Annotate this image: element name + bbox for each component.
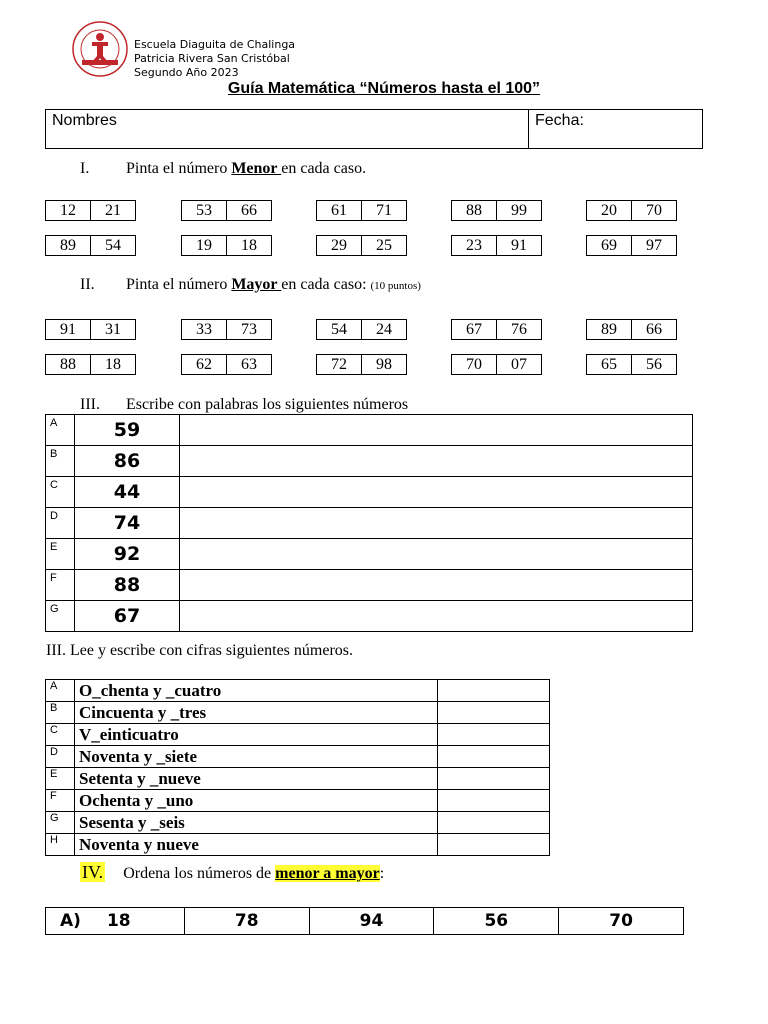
section-2-points: (10 puntos): [370, 280, 421, 292]
name-label: Nombres: [52, 112, 117, 129]
row-number: 92: [75, 539, 180, 570]
section-1-post: en cada caso.: [281, 160, 367, 177]
section-4-highlight: menor a mayor: [275, 865, 380, 882]
order-value: 18: [106, 911, 131, 931]
number-option[interactable]: 89: [587, 320, 632, 339]
row-words: Sesenta y _seis: [75, 812, 438, 834]
number-pair: [181, 235, 272, 256]
number-option[interactable]: 99: [511, 202, 527, 219]
row-letter: B: [46, 446, 75, 477]
number-pair: [586, 319, 677, 340]
number-option[interactable]: 76: [511, 321, 527, 338]
section-1-numeral: I.: [80, 160, 90, 177]
section-2-post: en cada caso:: [281, 276, 371, 293]
answer-cell[interactable]: [438, 812, 550, 834]
section-4-post: :: [379, 865, 385, 882]
school-logo: [70, 20, 130, 78]
teacher-name: Patricia Rivera San Cristóbal: [134, 52, 290, 65]
number-option[interactable]: 61: [317, 201, 362, 220]
order-table: [45, 907, 684, 935]
digits-table: [45, 679, 550, 856]
row-letter: E: [46, 539, 75, 570]
answer-cell[interactable]: [180, 446, 693, 477]
number-option[interactable]: 54: [317, 320, 362, 339]
number-pair: [586, 354, 677, 375]
date-label: Fecha:: [535, 112, 584, 129]
number-option[interactable]: 89: [46, 236, 91, 255]
number-pair: [316, 354, 407, 375]
date-field[interactable]: [529, 110, 702, 148]
answer-cell[interactable]: [438, 724, 550, 746]
order-value: 94: [310, 908, 435, 934]
number-pair: [586, 200, 677, 221]
number-option[interactable]: 07: [511, 356, 527, 373]
row-letter: C: [46, 477, 75, 508]
number-option[interactable]: 24: [376, 321, 392, 338]
row-number: 86: [75, 446, 180, 477]
title-rest: “Números hasta el 100”: [359, 80, 541, 97]
section-2-bold: Mayor: [231, 276, 282, 293]
section-2-heading: [80, 276, 421, 294]
row-words: Cincuenta y _tres: [75, 702, 438, 724]
table-row: [46, 746, 550, 768]
number-pair: [181, 200, 272, 221]
name-date-box: [45, 109, 703, 149]
words-table: [45, 414, 693, 632]
number-option[interactable]: 18: [105, 356, 121, 373]
number-option[interactable]: 21: [105, 202, 121, 219]
number-pair: [451, 319, 542, 340]
number-option[interactable]: 70: [452, 355, 497, 374]
row-words: O_chenta y _cuatro: [75, 680, 438, 702]
row-letter: D: [46, 746, 75, 768]
answer-cell[interactable]: [180, 601, 693, 632]
answer-cell[interactable]: [438, 768, 550, 790]
number-option[interactable]: 31: [105, 321, 121, 338]
number-option[interactable]: 56: [646, 356, 662, 373]
order-value: 56: [434, 908, 559, 934]
number-option[interactable]: 91: [46, 320, 91, 339]
table-row: [46, 539, 693, 570]
section-2-numeral: II.: [80, 276, 95, 293]
row-words: Noventa y _siete: [75, 746, 438, 768]
answer-cell[interactable]: [438, 702, 550, 724]
answer-cell[interactable]: [180, 477, 693, 508]
order-value: 78: [185, 908, 310, 934]
table-row: [46, 768, 550, 790]
number-option[interactable]: 88: [46, 355, 91, 374]
order-cell: [46, 908, 185, 934]
number-option[interactable]: 69: [587, 236, 632, 255]
table-row: [46, 570, 693, 601]
answer-cell[interactable]: [180, 508, 693, 539]
number-pair: [45, 354, 136, 375]
number-pair: [451, 200, 542, 221]
table-row: [46, 724, 550, 746]
number-option[interactable]: 72: [317, 355, 362, 374]
answer-cell[interactable]: [438, 834, 550, 856]
number-pair: [45, 200, 136, 221]
number-option[interactable]: 66: [646, 321, 662, 338]
number-option[interactable]: 53: [182, 201, 227, 220]
number-pair: [181, 354, 272, 375]
answer-cell[interactable]: [438, 680, 550, 702]
row-letter: D: [46, 508, 75, 539]
order-label: A): [60, 911, 81, 931]
row-letter: H: [46, 834, 75, 856]
row-words: V_einticuatro: [75, 724, 438, 746]
table-row: [46, 834, 550, 856]
school-name: Escuela Diaguita de Chalinga: [134, 38, 296, 51]
row-number: 67: [75, 601, 180, 632]
number-option[interactable]: 54: [105, 237, 121, 254]
section-3-heading: [80, 396, 408, 414]
number-option[interactable]: 73: [241, 321, 257, 338]
title-prefix: Guía Matemática: [227, 80, 360, 97]
section-3-numeral: III.: [80, 396, 100, 413]
table-row: [46, 812, 550, 834]
number-option[interactable]: 66: [241, 202, 257, 219]
number-option[interactable]: 65: [587, 355, 632, 374]
row-letter: G: [46, 601, 75, 632]
row-words: Noventa y nueve: [75, 834, 438, 856]
name-field[interactable]: [46, 110, 529, 148]
number-pair: [586, 235, 677, 256]
section-1-bold: Menor: [231, 160, 282, 177]
school-info: [134, 38, 295, 80]
number-pair: [45, 235, 136, 256]
grade-year: Segundo Año 2023: [134, 66, 239, 79]
section-2-pre: Pinta el número: [126, 276, 232, 293]
answer-cell[interactable]: [438, 746, 550, 768]
row-number: 44: [75, 477, 180, 508]
table-row: [46, 477, 693, 508]
number-pair: [45, 319, 136, 340]
answer-cell[interactable]: [438, 790, 550, 812]
number-option[interactable]: 67: [452, 320, 497, 339]
table-row: [46, 446, 693, 477]
section-4-numeral: IV.: [82, 862, 104, 882]
order-value: 70: [609, 911, 633, 931]
number-option[interactable]: 70: [646, 202, 662, 219]
number-pair: [181, 319, 272, 340]
number-pair: [451, 354, 542, 375]
number-option[interactable]: 62: [182, 355, 227, 374]
number-option[interactable]: 19: [182, 236, 227, 255]
row-letter: B: [46, 702, 75, 724]
table-row: [46, 702, 550, 724]
number-option[interactable]: 63: [241, 356, 257, 373]
row-letter: A: [46, 415, 75, 446]
row-letter: F: [46, 790, 75, 812]
section-3b-heading: III. Lee y escribe con cifras siguientes números.: [46, 642, 353, 659]
number-option[interactable]: 71: [376, 202, 392, 219]
number-option[interactable]: 91: [511, 237, 527, 254]
row-letter: A: [46, 680, 75, 702]
number-option[interactable]: 97: [646, 237, 662, 254]
number-option[interactable]: 33: [182, 320, 227, 339]
number-pair: [451, 235, 542, 256]
answer-cell[interactable]: [180, 570, 693, 601]
section-1-heading: [80, 160, 366, 178]
row-number: 74: [75, 508, 180, 539]
row-words: Setenta y _nueve: [75, 768, 438, 790]
section-4-heading: [80, 862, 384, 883]
table-row: [46, 680, 550, 702]
row-letter: G: [46, 812, 75, 834]
row-letter: F: [46, 570, 75, 601]
number-option[interactable]: 29: [317, 236, 362, 255]
row-letter: E: [46, 768, 75, 790]
table-row: [46, 415, 693, 446]
number-pair: [316, 319, 407, 340]
number-option[interactable]: 20: [587, 201, 632, 220]
number-option[interactable]: 23: [452, 236, 497, 255]
answer-cell[interactable]: [180, 539, 693, 570]
section-1-pre: Pinta el número: [126, 160, 232, 177]
row-words: Ochenta y _uno: [75, 790, 438, 812]
number-option[interactable]: 12: [46, 201, 91, 220]
table-row: [46, 790, 550, 812]
section-4-pre: Ordena los números de: [123, 865, 276, 882]
number-option[interactable]: 25: [376, 237, 392, 254]
number-option[interactable]: 88: [452, 201, 497, 220]
number-option[interactable]: 18: [241, 237, 257, 254]
row-number: 59: [75, 415, 180, 446]
table-row: [46, 601, 693, 632]
page-title: [0, 80, 768, 98]
number-pair: [316, 235, 407, 256]
row-letter: C: [46, 724, 75, 746]
table-row: [46, 508, 693, 539]
answer-cell[interactable]: [180, 415, 693, 446]
section-3-text: Escribe con palabras los siguientes números: [126, 396, 409, 413]
row-number: 88: [75, 570, 180, 601]
number-pair: [316, 200, 407, 221]
number-option[interactable]: 98: [376, 356, 392, 373]
